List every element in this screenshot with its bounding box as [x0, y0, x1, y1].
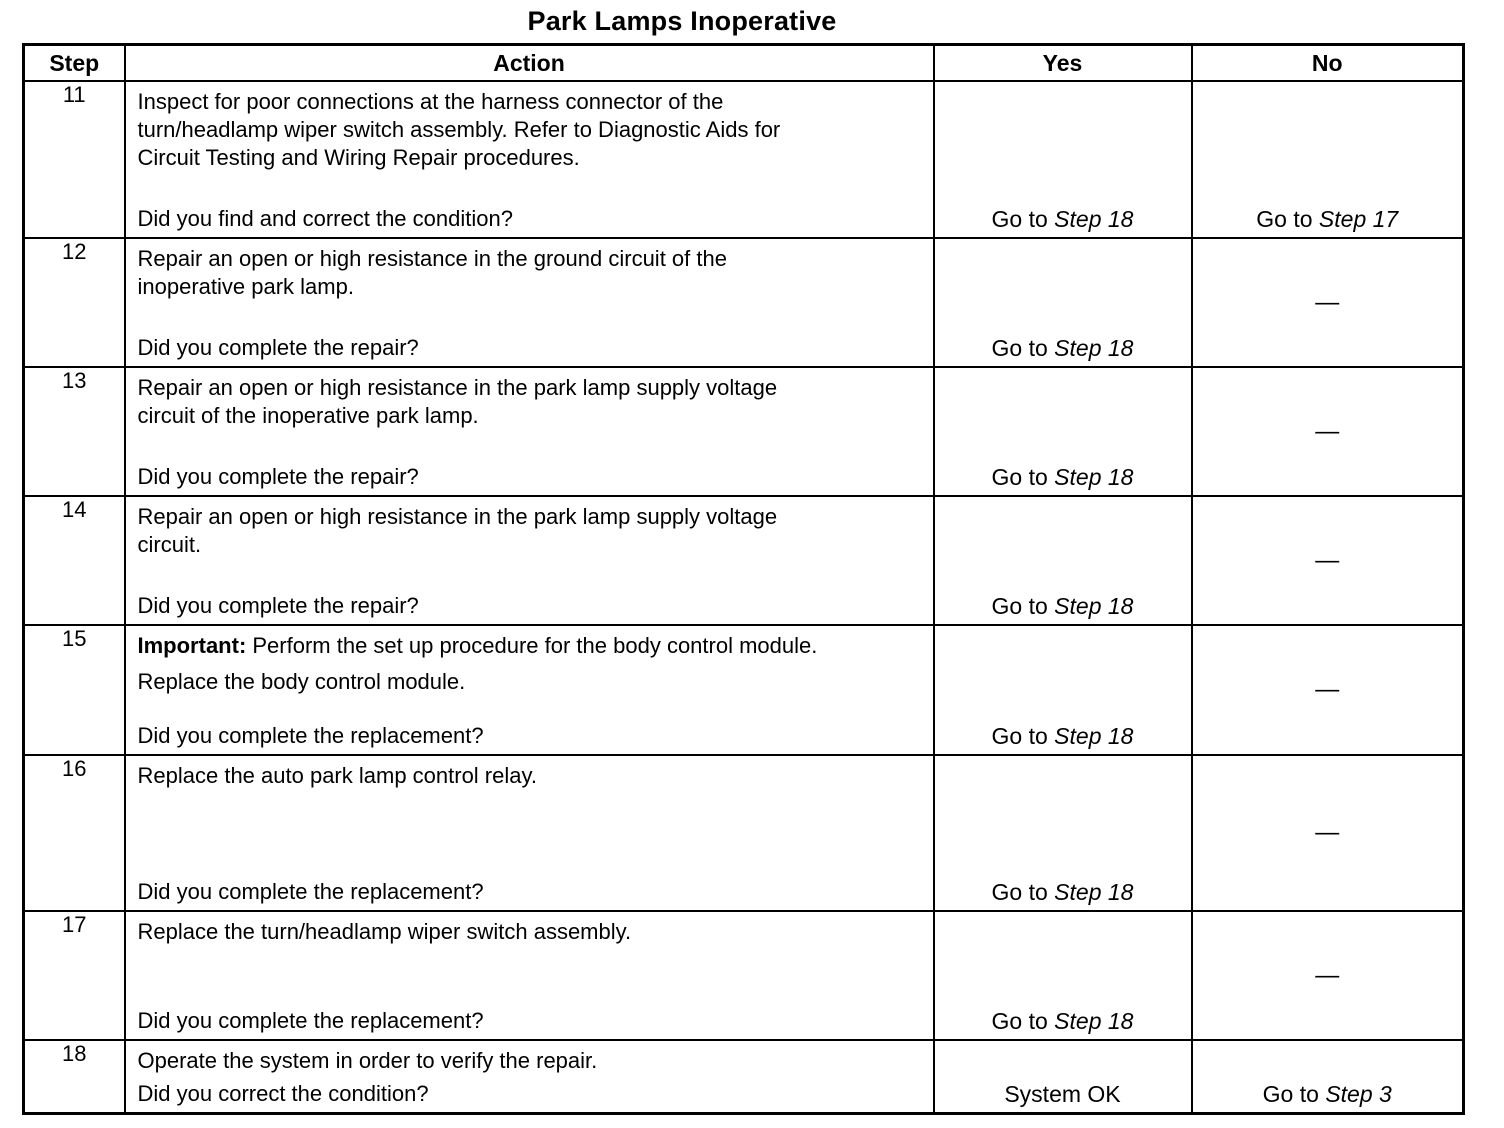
yes-prefix: Go to — [991, 723, 1055, 749]
yes-prefix: Go to — [991, 335, 1055, 361]
action-question: Did you correct the condition? — [137, 1081, 429, 1106]
yes-result: System OK — [1004, 1081, 1121, 1107]
yes-cell — [934, 755, 1192, 911]
table-row — [24, 1040, 1464, 1114]
yes-result — [935, 1008, 1191, 1035]
step-number: 11 — [24, 81, 125, 238]
yes-result — [935, 464, 1191, 491]
action-cell — [125, 911, 934, 1040]
action-question: Did you complete the repair? — [137, 593, 419, 618]
step-number: 17 — [24, 911, 125, 1040]
action-text: Operate the system in order to verify the repair. — [137, 1048, 598, 1073]
action-question: Did you complete the repair? — [137, 464, 419, 489]
step-reference: Step 18 — [1054, 723, 1134, 749]
yes-cell — [934, 367, 1192, 496]
action-text: turn/headlamp wiper switch assembly. Refer to Diagnostic Aids for — [137, 117, 781, 142]
no-result — [1193, 1081, 1463, 1108]
no-cell — [1192, 496, 1464, 625]
table-row — [24, 755, 1464, 911]
no-dash: — — [1315, 676, 1340, 703]
action-cell — [125, 1040, 934, 1114]
yes-prefix: Go to — [991, 879, 1055, 905]
step-number: 14 — [24, 496, 125, 625]
no-cell — [1192, 625, 1464, 755]
important-note — [138, 632, 923, 660]
step-reference: Step 18 — [1054, 879, 1134, 905]
action-text: Repair an open or high resistance in the park lamp supply voltage — [137, 504, 778, 529]
action-text: Inspect for poor connections at the harness connector of the — [137, 89, 724, 114]
yes-prefix: Go to — [991, 464, 1055, 490]
action-cell — [125, 755, 934, 911]
action-cell — [125, 367, 934, 496]
action-cell — [125, 81, 934, 238]
yes-result — [935, 593, 1191, 620]
action-cell — [125, 625, 934, 755]
step-reference: Step 18 — [1054, 593, 1134, 619]
table-row — [24, 496, 1464, 625]
action-text: Replace the body control module. — [137, 669, 466, 694]
yes-cell — [934, 1040, 1192, 1114]
header-step: Step — [24, 45, 125, 82]
no-cell — [1192, 238, 1464, 367]
step-reference: Step 18 — [1054, 464, 1134, 490]
no-result — [1193, 206, 1463, 233]
step-reference: Step 18 — [1054, 335, 1134, 361]
yes-cell — [934, 238, 1192, 367]
no-cell — [1192, 367, 1464, 496]
yes-cell — [934, 496, 1192, 625]
yes-cell — [934, 81, 1192, 238]
action-text: circuit. — [137, 532, 202, 557]
action-question: Did you complete the replacement? — [137, 723, 484, 748]
action-text: Repair an open or high resistance in the ground circuit of the — [137, 246, 727, 271]
action-text: Circuit Testing and Wiring Repair procedures. — [137, 145, 580, 170]
important-text: Perform the set up procedure for the body control module. — [246, 633, 818, 658]
step-number: 18 — [24, 1040, 125, 1114]
action-question: Did you complete the repair? — [137, 335, 419, 360]
yes-cell — [934, 625, 1192, 755]
no-dash: — — [1315, 961, 1340, 989]
action-text: Replace the turn/headlamp wiper switch assembly. — [137, 919, 632, 944]
yes-prefix: Go to — [991, 1008, 1055, 1034]
table-header-row — [24, 45, 1464, 82]
action-question: Did you find and correct the condition? — [137, 206, 513, 231]
step-reference: Step 18 — [1054, 206, 1134, 232]
no-cell — [1192, 81, 1464, 238]
action-question: Did you complete the replacement? — [137, 1008, 484, 1033]
yes-result — [935, 879, 1191, 906]
no-dash: — — [1315, 546, 1340, 574]
table-row — [24, 238, 1464, 367]
step-reference: Step 17 — [1318, 206, 1399, 232]
yes-prefix: Go to — [991, 593, 1055, 619]
important-label: Important: — [137, 633, 247, 658]
no-cell — [1192, 755, 1464, 911]
no-prefix: Go to — [1256, 206, 1319, 232]
action-text: inoperative park lamp. — [137, 274, 354, 299]
step-number: 16 — [24, 755, 125, 911]
no-cell — [1192, 911, 1464, 1040]
yes-result — [935, 206, 1191, 233]
no-cell — [1192, 1040, 1464, 1114]
action-text: circuit of the inoperative park lamp. — [137, 403, 479, 428]
header-no: No — [1192, 45, 1464, 82]
action-text: Replace the auto park lamp control relay. — [137, 763, 537, 788]
action-text: Repair an open or high resistance in the park lamp supply voltage — [137, 375, 778, 400]
no-dash: — — [1315, 819, 1340, 846]
no-prefix: Go to — [1262, 1081, 1326, 1107]
yes-prefix: Go to — [991, 206, 1055, 232]
no-dash: — — [1315, 417, 1340, 445]
step-reference: Step 3 — [1325, 1081, 1392, 1107]
table-row — [24, 911, 1464, 1040]
header-action: Action — [125, 45, 934, 82]
action-cell — [125, 238, 934, 367]
action-question: Did you complete the replacement? — [137, 879, 484, 904]
step-reference: Step 18 — [1054, 1008, 1134, 1034]
yes-result — [935, 335, 1191, 362]
table-row — [24, 625, 1464, 755]
step-number: 12 — [24, 238, 125, 367]
yes-cell — [934, 911, 1192, 1040]
step-number: 13 — [24, 367, 125, 496]
step-number: 15 — [24, 625, 125, 755]
diagnostic-table — [22, 43, 1465, 1115]
action-cell — [125, 496, 934, 625]
no-dash: — — [1315, 288, 1340, 316]
table-row — [24, 81, 1464, 238]
yes-result — [935, 723, 1191, 750]
header-yes: Yes — [934, 45, 1192, 82]
table-row — [24, 367, 1464, 496]
page-title: Park Lamps Inoperative — [527, 6, 837, 36]
